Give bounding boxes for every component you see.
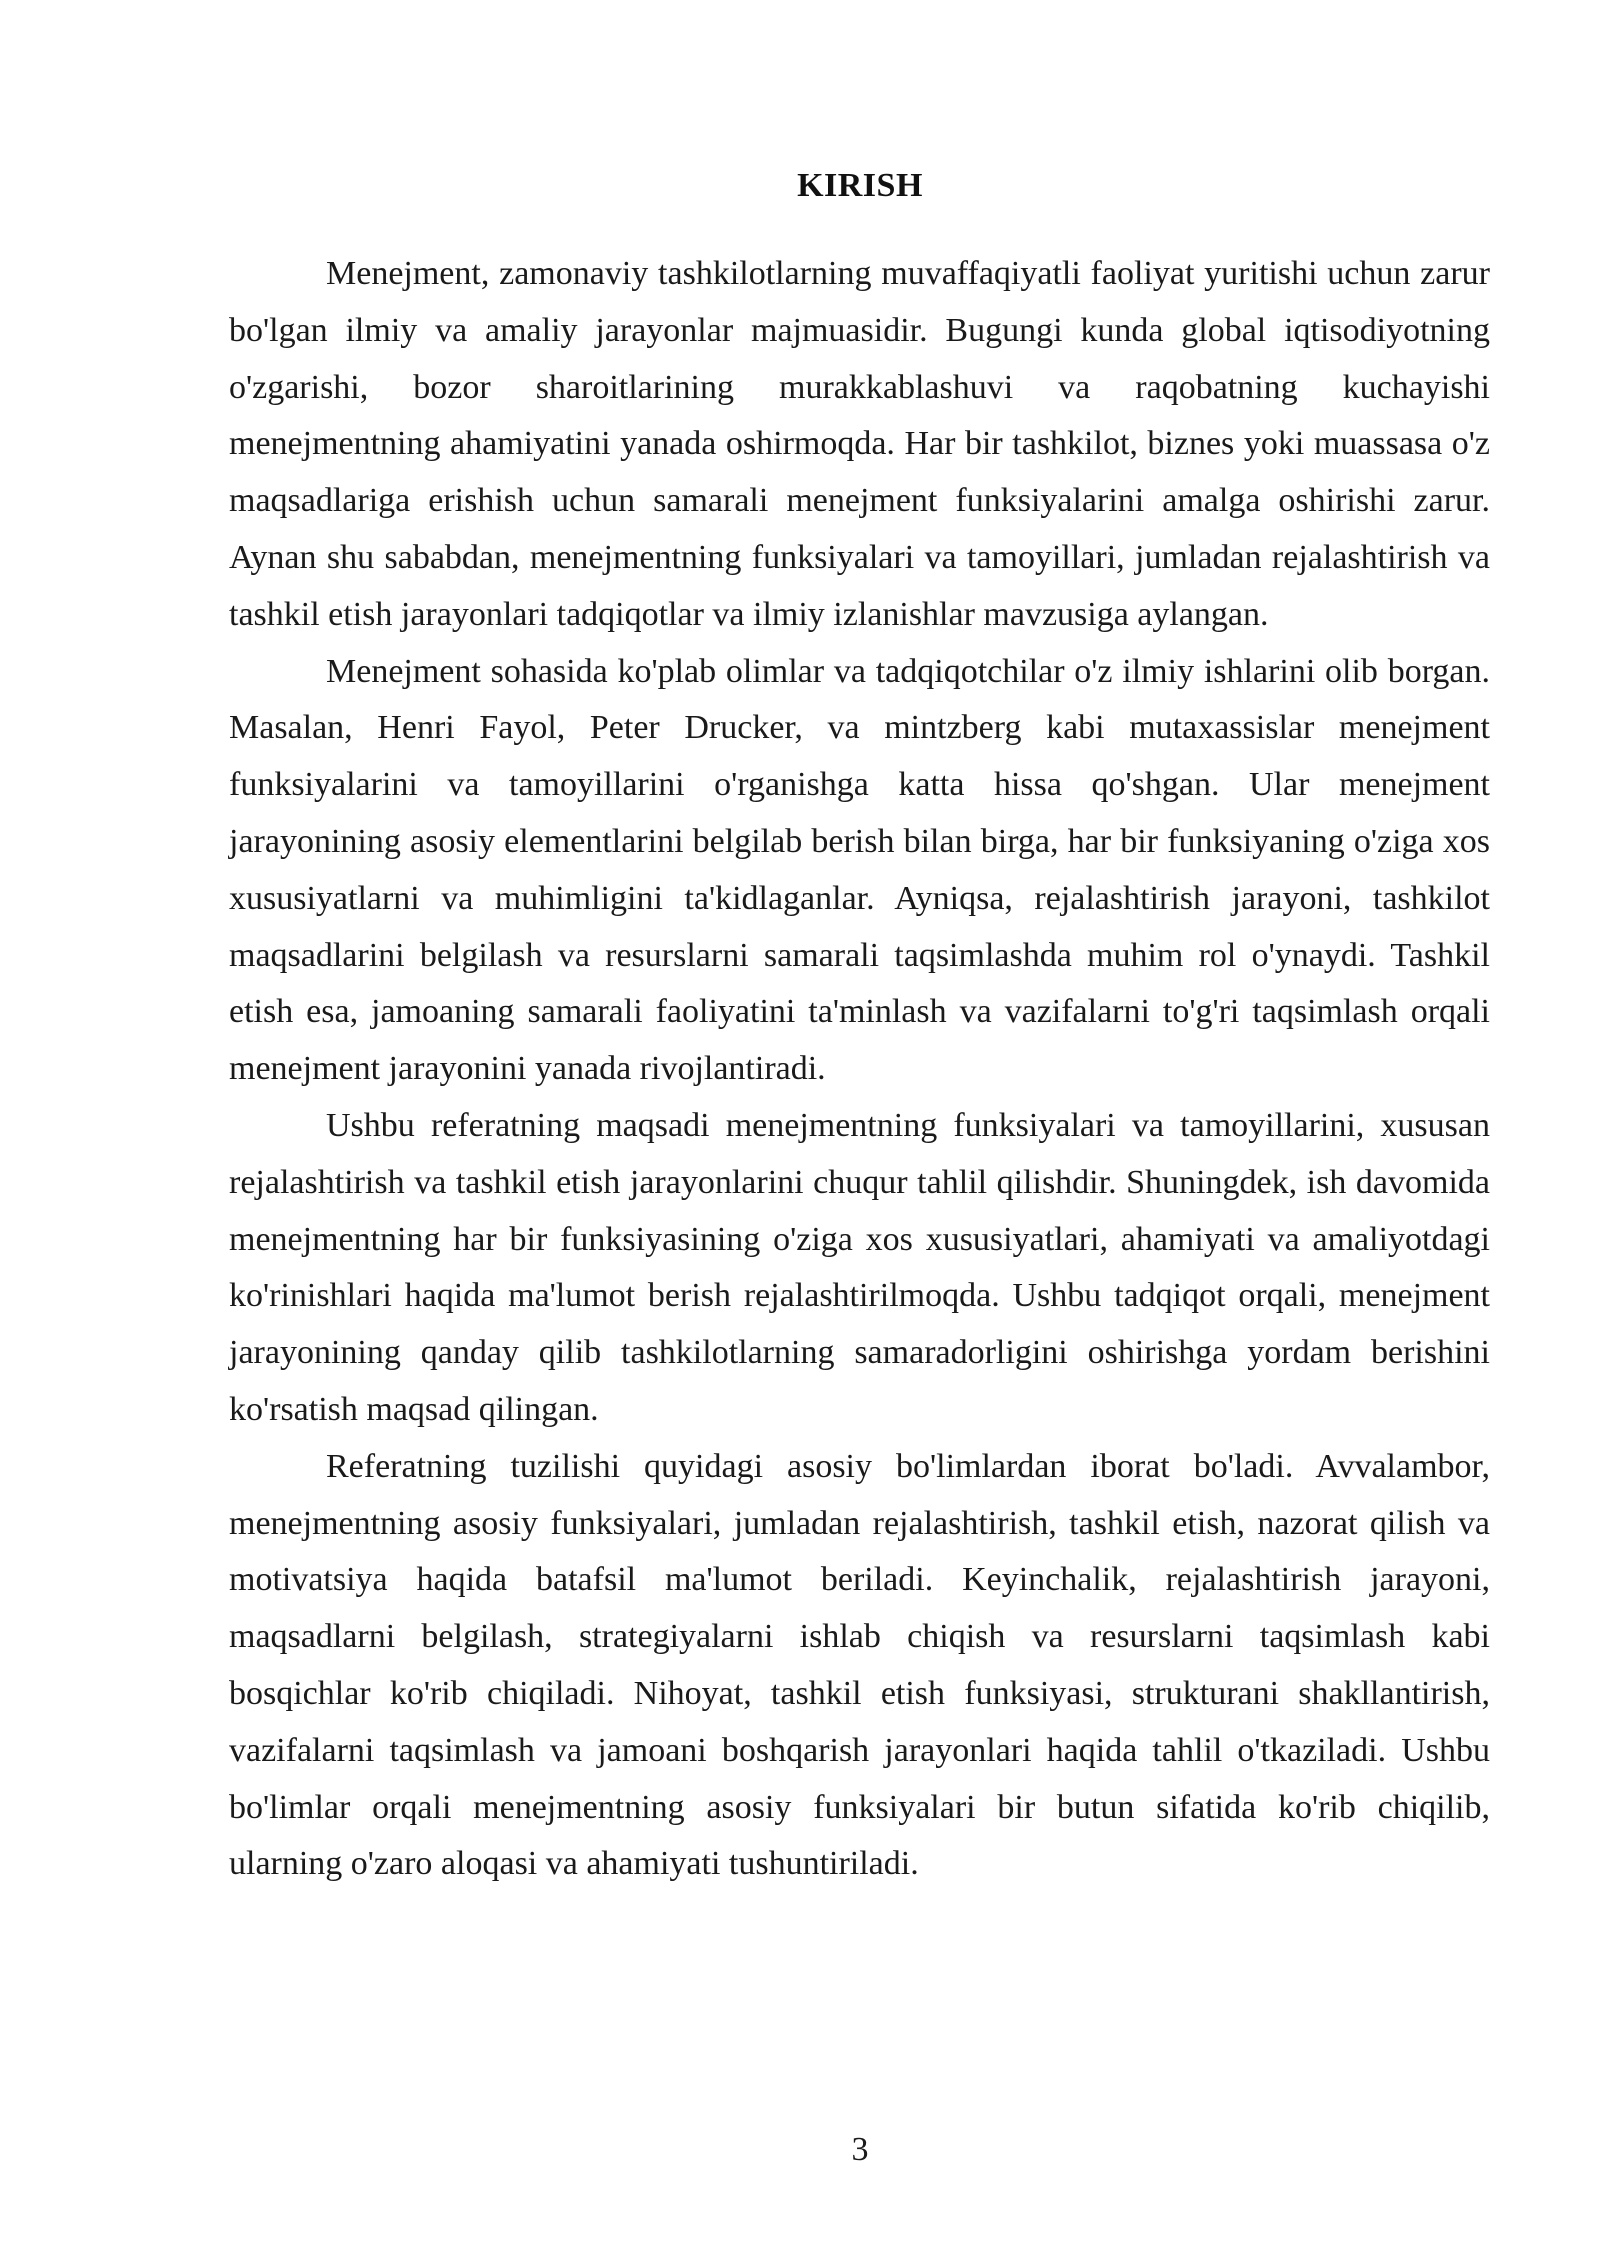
paragraph-4: Referatning tuzilishi quyidagi asosiy bo'limlardan iborat bo'ladi. Avvalambor, menejmentning asosiy funksiyalari, jumladan rejalashtirish, tashkil etish, nazorat qilish va motivatsiya haqida batafsil ma'lumot beriladi. Keyinchalik, rejalashtirish jarayoni, maqsadlarni belgilash, strategiyalarni ishlab chiqish va resurslarni taqsimlash kabi bosqichlar ko'rib chiqiladi. Nihoyat, tashkil etish funksiyasi, strukturani shakllantirish, vazifalarni taqsimlash va jamoani boshqarish jarayonlari haqida tahlil o'tkaziladi. Ushbu bo'limlar orqali menejmentning asosiy funksiyalari bir butun sifatida ko'rib chiqilib, ularning o'zaro aloqasi va ahamiyati tushuntiriladi. [229,1447,1490,1883]
paragraph-2: Menejment sohasida ko'plab olimlar va tadqiqotchilar o'z ilmiy ishlarini olib borgan. Masalan, Henri Fayol, Peter Drucker, va mintzberg kabi mutaxassislar menejment funksiyalarini va tamoyillarini o'rganishga katta hissa qo'shgan. Ular menejment jarayonining asosiy elementlarini belgilab berish bilan birga, har bir funksiyaning o'ziga xos xususiyatlarni va muhimligini ta'kidlaganlar. Ayniqsa, rejalashtirish jarayoni, tashkilot maqsadlarini belgilash va resurslarni samarali taqsimlashda muhim rol o'ynaydi. Tashkil etish esa, jamoaning samarali faoliyatini ta'minlash va vazifalarni to'g'ri taqsimlash orqali menejment jarayonini yanada rivojlantiradi. [229,652,1490,1088]
page-number: 3 [851,2131,869,2168]
paragraph-3: Ushbu referatning maqsadi menejmentning funksiyalari va tamoyillarini, xususan rejalashtirish va tashkil etish jarayonlarini chuqur tahlil qilishdir. Shuningdek, ish davomida menejmentning har bir funksiyasining o'ziga xos xususiyatlari, ahamiyati va amaliyotdagi ko'rinishlari haqida ma'lumot berish rejalashtirilmoqda. Ushbu tadqiqot orqali, menejment jarayonining qanday qilib tashkilotlarning samaradorligini oshirishga yordam berishini ko'rsatish maqsad qilingan. [229,1106,1490,1428]
page-title: KIRISH [797,167,923,204]
body-text [229,246,1490,1893]
paragraph-1: Menejment, zamonaviy tashkilotlarning muvaffaqiyatli faoliyat yuritishi uchun zarur bo'lgan ilmiy va amaliy jarayonlar majmuasidir. Bugungi kunda global iqtisodiyotning o'zgarishi, bozor sharoitlarining murakkablashuvi va raqobatning kuchayishi menejmentning ahamiyatini yanada oshirmoqda. Har bir tashkilot, biznes yoki muassasa o'z maqsadlariga erishish uchun samarali menejment funksiyalarini amalga oshirishi zarur. Aynan shu sababdan, menejmentning funksiyalari va tamoyillari, jumladan rejalashtirish va tashkil etish jarayonlari tadqiqotlar va ilmiy izlanishlar mavzusiga aylangan. [229,255,1490,633]
